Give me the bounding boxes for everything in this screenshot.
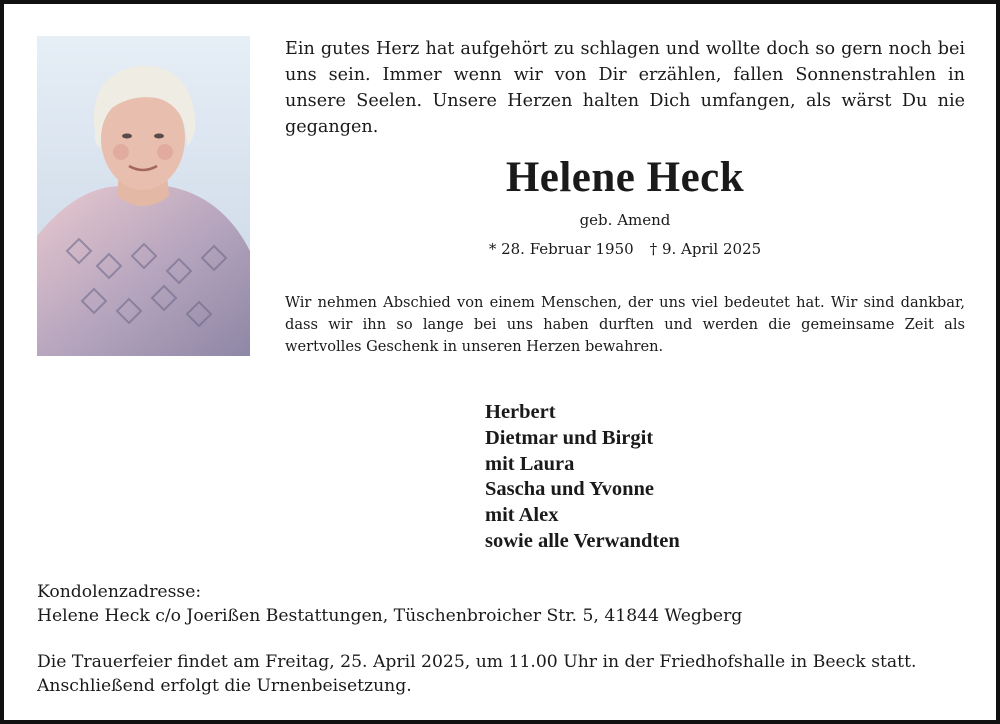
ceremony-line-1: Die Trauerfeier findet am Freitag, 25. April 2025, um 11.00 Uhr in der Friedhofshalle in Beeck statt.	[37, 652, 917, 672]
condolence-address: Helene Heck c/o Joerißen Bestattungen, Tüschenbroicher Str. 5, 41844 Wegberg	[37, 606, 743, 626]
family-member: mit Alex	[485, 504, 559, 527]
death-date: † 9. April 2025	[649, 240, 762, 258]
family-member: Sascha und Yvonne	[485, 478, 655, 501]
family-member: Herbert	[485, 401, 556, 423]
condolence-section	[37, 580, 967, 628]
family-list	[485, 400, 680, 555]
family-member: sowie alle Verwandten	[485, 529, 680, 552]
condolence-label: Kondolenzadresse:	[37, 582, 202, 602]
ceremony-section	[37, 650, 967, 698]
family-member: Dietmar und Birgit	[485, 426, 654, 449]
portrait-photo	[37, 36, 250, 356]
deceased-name: Helene Heck	[505, 154, 745, 201]
intro-text: Ein gutes Herz hat aufgehört zu schlagen und wollte doch so gern noch bei uns sein. Immer wenn wir von Dir erzählen, fallen Sonnenstrahlen in unsere Seelen. Unsere Herzen halten Dich umfangen, als wärst Du nie gegangen.	[285, 39, 965, 137]
birth-date: * 28. Februar 1950	[488, 240, 634, 258]
farewell-text: Wir nehmen Abschied von einem Menschen, der uns viel bedeutet hat. Wir sind dankbar, dass wir ihn so lange bei uns haben durften und werden die gemeinsame Zeit als wertvolles Geschenk in unseren Herzen bewahren.	[285, 294, 965, 355]
portrait-illustration	[37, 36, 250, 356]
born-name: geb. Amend	[579, 211, 671, 229]
ceremony-line-2: Anschließend erfolgt die Urnenbeisetzung.	[37, 676, 412, 696]
life-dates	[285, 239, 965, 259]
family-member: mit Laura	[485, 452, 575, 475]
